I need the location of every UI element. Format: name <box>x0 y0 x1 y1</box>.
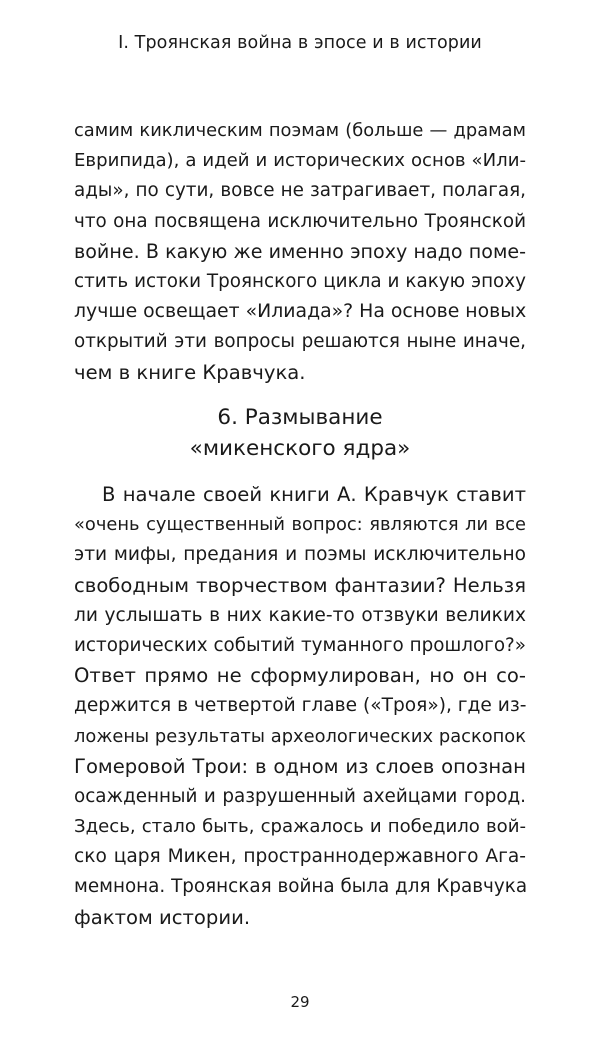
text-line: осажденный и разрушенный ахейцами город. <box>74 785 526 807</box>
text-line: стить истоки Троянского цикла и какую эпоху <box>74 270 526 292</box>
text-line: что она посвящена исключительно Троянской <box>74 210 526 232</box>
text-line: ли услышать в них какие-то отзвуки великих <box>74 604 526 626</box>
text-line: Здесь, стало быть, сражалось и победило вой- <box>74 816 526 838</box>
text-line: войне. В какую же именно эпоху надо поме- <box>74 239 526 263</box>
text-line: ско царя Микен, пространнодержавного Ага- <box>74 846 526 868</box>
section-heading-line-2: «микенского ядра» <box>189 436 411 461</box>
text-line: исторических событий туманного прошлого?» <box>74 634 526 656</box>
text-line: Ответ прямо не сформулирован, но он со- <box>74 664 526 688</box>
text-line: ложены результаты археологических раскопок <box>74 725 526 747</box>
text-line: эти мифы, предания и поэмы исключительно <box>74 544 526 566</box>
paragraph-section-6 <box>74 480 526 933</box>
section-heading-line-1: 6. Размывание <box>217 405 383 430</box>
text-line: Еврипида), а идей и исторических основ «Или- <box>74 150 526 172</box>
page-number: 29 <box>290 993 310 1011</box>
running-header: I. Троянская война в эпосе и в истории <box>118 33 482 53</box>
text-line: Гомеровой Трои: в одном из слоев опознан <box>74 754 526 778</box>
paragraph-continued <box>74 116 526 388</box>
section-heading <box>0 402 600 464</box>
text-line: фактом истории. <box>74 905 251 929</box>
text-line: открытий эти вопросы решаются ныне иначе, <box>74 331 526 353</box>
text-line: свободным творчеством фантазии? Нельзя <box>74 573 526 597</box>
text-line: «очень существенный вопрос: являются ли все <box>74 514 526 536</box>
text-line: мемнона. Троянская война была для Кравчука <box>74 876 528 898</box>
text-line: чем в книге Кравчука. <box>74 360 306 384</box>
text-line: самим киклическим поэмам (больше — драмам <box>74 120 526 141</box>
text-line: держится в четвертой главе («Троя»), где из- <box>74 695 527 717</box>
text-line: ады», по сути, вовсе не затрагивает, полагая, <box>74 180 526 202</box>
text-line: лучше освещает «Илиада»? На основе новых <box>74 301 527 323</box>
text-line: В начале своей книги А. Кравчук ставит <box>102 483 526 506</box>
